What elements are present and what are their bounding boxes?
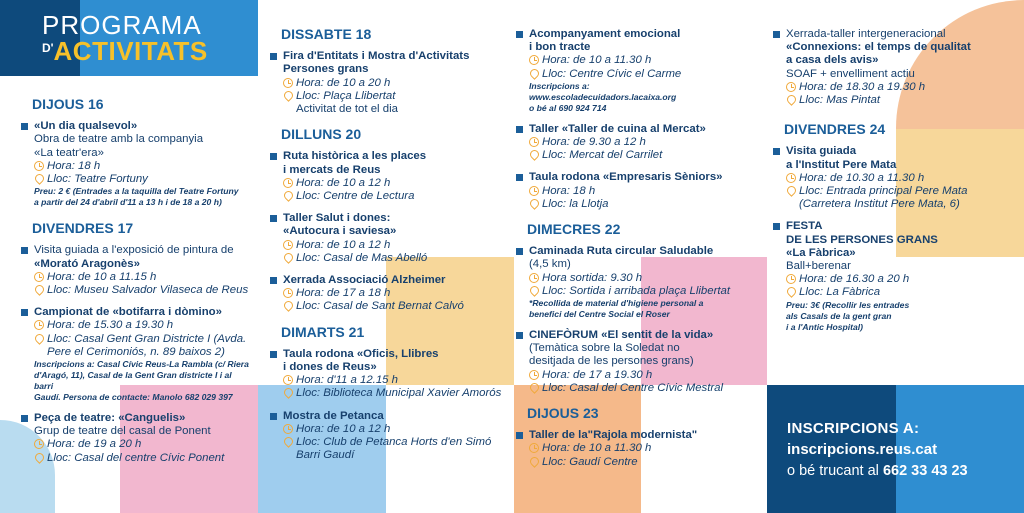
event-item xyxy=(21,120,251,208)
event-location: Lloc: Mercat del Carrilet xyxy=(542,149,663,162)
event-item xyxy=(516,28,761,114)
event-note: benefici del Centre Social el Roser xyxy=(529,309,670,320)
event-location: Lloc: Plaça Llibertat xyxy=(296,89,396,102)
event-item xyxy=(270,274,505,314)
title-line2: ACTIVITATS xyxy=(53,36,208,66)
event-text: (Temàtica sobre la Soledat no xyxy=(529,342,680,355)
event-title: Taula rodona «Oficis, Llibres xyxy=(283,347,439,360)
event-note: o bé al 690 924 714 xyxy=(529,102,607,113)
event-location: (Carretera Institut Pere Mata, 6) xyxy=(799,198,960,211)
column-1 xyxy=(21,98,251,474)
event-item xyxy=(516,123,761,163)
clock-icon xyxy=(283,178,293,188)
event-time: Hora: de 10 a 12 h xyxy=(296,422,391,435)
event-title: CINEFÒRUM «El sentit de la vida» xyxy=(529,329,714,342)
event-time: Hora: de 16.30 a 20 h xyxy=(799,273,910,286)
event-time: Hora: de 19 a 20 h xyxy=(47,438,142,451)
event-title: «Autocura i saviesa» xyxy=(283,225,397,238)
clock-icon xyxy=(283,288,293,298)
event-title: DE LES PERSONES GRANS xyxy=(786,233,938,246)
clock-icon xyxy=(786,274,796,284)
event-location: Lloc: Casal del Centre Cívic Mestral xyxy=(542,381,724,394)
day-heading: DILLUNS 20 xyxy=(281,126,362,143)
event-location: Lloc: Casal de Mas Abelló xyxy=(296,251,428,264)
day-heading: DISSABTE 18 xyxy=(281,26,372,42)
event-item xyxy=(773,28,1018,107)
event-title: Campionat de «botifarra i dòmino» xyxy=(34,306,222,319)
event-location: Barri Gaudí xyxy=(296,449,355,462)
event-note: *Recollida de material d'higiene personal a xyxy=(529,298,704,309)
clock-icon xyxy=(529,137,539,147)
event-item xyxy=(270,50,505,116)
event-text: (4,5 km) xyxy=(529,258,571,271)
event-item xyxy=(270,348,505,401)
event-title: Taller «Taller de cuina al Mercat» xyxy=(529,122,706,135)
event-time: Hora: de 15.30 a 19.30 h xyxy=(47,319,174,332)
location-pin-icon xyxy=(785,93,798,106)
event-title: a l'Institut Pere Mata xyxy=(786,158,897,171)
event-time: Hora: de 10 a 12 h xyxy=(296,238,391,251)
inscriptions-text: o bé trucant al xyxy=(787,463,879,479)
event-title: «La Fàbrica» xyxy=(786,246,856,259)
event-title: i dones de Reus» xyxy=(283,361,377,374)
inscriptions-link[interactable]: inscripcions.reus.cat xyxy=(787,441,938,458)
title-prefix: D' xyxy=(42,41,54,55)
event-link[interactable]: www.escoladecuidadors.lacaixa.org xyxy=(529,91,677,102)
event-location: Lloc: Casal de Sant Bernat Calvó xyxy=(296,300,464,313)
event-title: Taller de la"Rajola modernista" xyxy=(529,429,698,442)
column-4 xyxy=(773,28,1018,342)
day-heading: DIJOUS 23 xyxy=(527,405,599,422)
event-item xyxy=(773,220,1018,332)
clock-icon xyxy=(283,424,293,434)
event-text: «La teatr'era» xyxy=(34,146,104,159)
day-heading: DIMECRES 22 xyxy=(527,221,621,238)
clock-icon xyxy=(529,55,539,65)
location-pin-icon xyxy=(282,300,295,313)
clock-icon xyxy=(34,439,44,449)
event-title: i bon tracte xyxy=(529,41,591,54)
event-text: Visita guiada a l'exposició de pintura de xyxy=(34,244,234,257)
event-title: Caminada Ruta circular Saludable xyxy=(529,245,714,258)
inscriptions-heading: INSCRIPCIONS A: xyxy=(787,420,920,437)
event-time: Hora: de 9.30 a 12 h xyxy=(542,136,646,149)
event-title: Mostra de Petanca xyxy=(283,409,384,422)
location-pin-icon xyxy=(282,251,295,264)
event-location: Lloc: Centre Cívic el Carme xyxy=(542,67,682,80)
event-item xyxy=(21,412,251,465)
location-pin-icon xyxy=(282,89,295,102)
event-title: Visita guiada xyxy=(786,145,857,158)
inscriptions-phone[interactable]: 662 33 43 23 xyxy=(882,463,968,479)
page-title xyxy=(42,12,208,64)
event-location: Lloc: La Fàbrica xyxy=(799,286,881,299)
event-location: Lloc: Museu Salvador Vilaseca de Reus xyxy=(47,284,249,297)
event-text: Obra de teatre amb la companyia xyxy=(34,133,204,146)
clock-icon xyxy=(34,272,44,282)
event-location: Lloc: la Llotja xyxy=(542,197,609,210)
location-pin-icon xyxy=(528,67,541,80)
event-text: Ball+berenar xyxy=(786,260,851,273)
event-title: FESTA xyxy=(786,220,823,233)
location-pin-icon xyxy=(282,435,295,448)
location-pin-icon xyxy=(528,148,541,161)
event-text: desitjada de les persones grans) xyxy=(529,355,694,368)
location-pin-icon xyxy=(785,286,798,299)
event-time: Hora: de 10 a 11.30 h xyxy=(542,54,652,67)
event-location: Lloc: Mas Pintat xyxy=(799,94,881,107)
clock-icon xyxy=(786,82,796,92)
title-line1: PROGRAMA xyxy=(42,10,202,40)
event-time: Hora: de 10.30 a 11.30 h xyxy=(799,171,925,184)
event-title: Taller Salut i dones: xyxy=(283,212,391,225)
event-title: «Un dia qualsevol» xyxy=(34,120,138,133)
event-location: Lloc: Teatre Fortuny xyxy=(47,173,148,186)
event-time: Hora: de 18.30 a 19.30 h xyxy=(799,80,926,93)
clock-icon xyxy=(34,320,44,330)
location-pin-icon xyxy=(33,172,46,185)
location-pin-icon xyxy=(785,184,798,197)
event-title: a casa dels avis» xyxy=(786,54,879,67)
event-item xyxy=(516,429,761,469)
event-location: Lloc: Casal del centre Cívic Ponent xyxy=(47,451,225,464)
event-title: Peça de teatre: «Canguelis» xyxy=(34,412,186,425)
location-pin-icon xyxy=(33,332,46,345)
event-title: Ruta històrica a les places xyxy=(283,150,427,163)
event-title: Xerrada Associació Alzheimer xyxy=(283,274,446,287)
event-time: Hora: de 17 a 18 h xyxy=(296,287,391,300)
event-location: Pere el Cerimoniós, n. 89 baixos 2) xyxy=(47,345,225,358)
event-location: Lloc: Casal Gent Gran Districte I (Avda. xyxy=(47,332,247,345)
clock-icon xyxy=(529,443,539,453)
event-item xyxy=(516,329,761,395)
event-location: Lloc: Sortida i arribada plaça Llibertat xyxy=(542,284,731,297)
event-time: Hora sortida: 9.30 h xyxy=(542,271,643,284)
location-pin-icon xyxy=(528,197,541,210)
location-pin-icon xyxy=(33,283,46,296)
event-title: «Connexions: el temps de qualitat xyxy=(786,41,971,54)
event-title: Fira d'Entitats i Mostra d'Activitats xyxy=(283,50,470,63)
clock-icon xyxy=(283,78,293,88)
event-note: Gaudí. Persona de contacte: Manolo 682 029 397 xyxy=(34,392,233,403)
event-time: Hora: de 10 a 20 h xyxy=(296,76,391,89)
event-text: Activitat de tot el dia xyxy=(296,103,398,116)
event-note: d'Aragó, 11), Casal de la Gent Gran districte I i al barri xyxy=(34,370,232,392)
event-time: Hora: d'11 a 12.15 h xyxy=(296,374,399,387)
column-2 xyxy=(270,28,505,471)
event-item xyxy=(270,150,505,203)
event-location: Lloc: Centre de Lectura xyxy=(296,190,415,203)
event-location: Lloc: Club de Petanca Horts d'en Simó xyxy=(296,436,492,449)
event-location: Lloc: Entrada principal Pere Mata xyxy=(799,185,968,198)
clock-icon xyxy=(529,186,539,196)
location-pin-icon xyxy=(528,284,541,297)
event-note: a partir del 24 d'abril d'11 a 13 h i de 18 a 20 h) xyxy=(34,197,222,208)
location-pin-icon xyxy=(528,455,541,468)
event-note: i a l'Antic Hospital) xyxy=(786,321,864,332)
event-location: Lloc: Gaudí Centre xyxy=(542,455,638,468)
event-note: Preu: 2 € (Entrades a la taquilla del Teatre Fortuny xyxy=(34,186,239,197)
event-item xyxy=(270,410,505,463)
event-text: Grup de teatre del casal de Ponent xyxy=(34,425,211,438)
location-pin-icon xyxy=(282,189,295,202)
event-item xyxy=(516,245,761,320)
event-note: Preu: 3€ (Recollir les entrades xyxy=(786,299,910,310)
day-heading: DIVENDRES 24 xyxy=(784,121,886,138)
event-item xyxy=(21,244,251,297)
clock-icon xyxy=(786,173,796,183)
clock-icon xyxy=(283,375,293,385)
event-time: Hora: de 10 a 11.15 h xyxy=(47,270,157,283)
event-note: Inscripcions a: xyxy=(529,80,590,91)
event-location: Lloc: Biblioteca Municipal Xavier Amorós xyxy=(296,387,502,400)
clock-icon xyxy=(529,273,539,283)
event-title: Taula rodona «Empresaris Sèniors» xyxy=(529,171,723,184)
event-title: «Morató Aragonès» xyxy=(34,257,140,270)
day-heading: DIMARTS 21 xyxy=(281,323,365,340)
day-heading: DIVENDRES 17 xyxy=(32,220,134,237)
event-title: i mercats de Reus xyxy=(283,163,381,176)
clock-icon xyxy=(529,370,539,380)
event-note: als Casals de la gent gran xyxy=(786,310,892,321)
inscriptions-box xyxy=(787,420,968,480)
event-time: Hora: de 10 a 12 h xyxy=(296,176,391,189)
event-time: Hora: 18 h xyxy=(542,184,596,197)
event-title: Persones grans xyxy=(283,63,369,76)
event-time: Hora: 18 h xyxy=(47,159,101,172)
event-text: Xerrada-taller intergeneracional xyxy=(786,28,946,40)
clock-icon xyxy=(283,240,293,250)
column-3 xyxy=(516,28,761,478)
event-item xyxy=(773,145,1018,211)
location-pin-icon xyxy=(282,387,295,400)
clock-icon xyxy=(34,161,44,171)
event-note: Inscripcions a: Casal Cívic Reus-La Rambla (c/ Riera xyxy=(34,359,249,370)
event-time: Hora: de 10 a 11.30 h xyxy=(542,442,652,455)
event-item xyxy=(270,212,505,265)
event-item xyxy=(21,306,251,403)
event-item xyxy=(516,171,761,211)
event-text: SOAF + envelliment actiu xyxy=(786,67,915,80)
location-pin-icon xyxy=(528,381,541,394)
day-heading: DIJOUS 16 xyxy=(32,96,104,112)
location-pin-icon xyxy=(33,451,46,464)
event-time: Hora: de 17 a 19.30 h xyxy=(542,368,653,381)
event-title: Acompanyament emocional xyxy=(529,28,681,40)
